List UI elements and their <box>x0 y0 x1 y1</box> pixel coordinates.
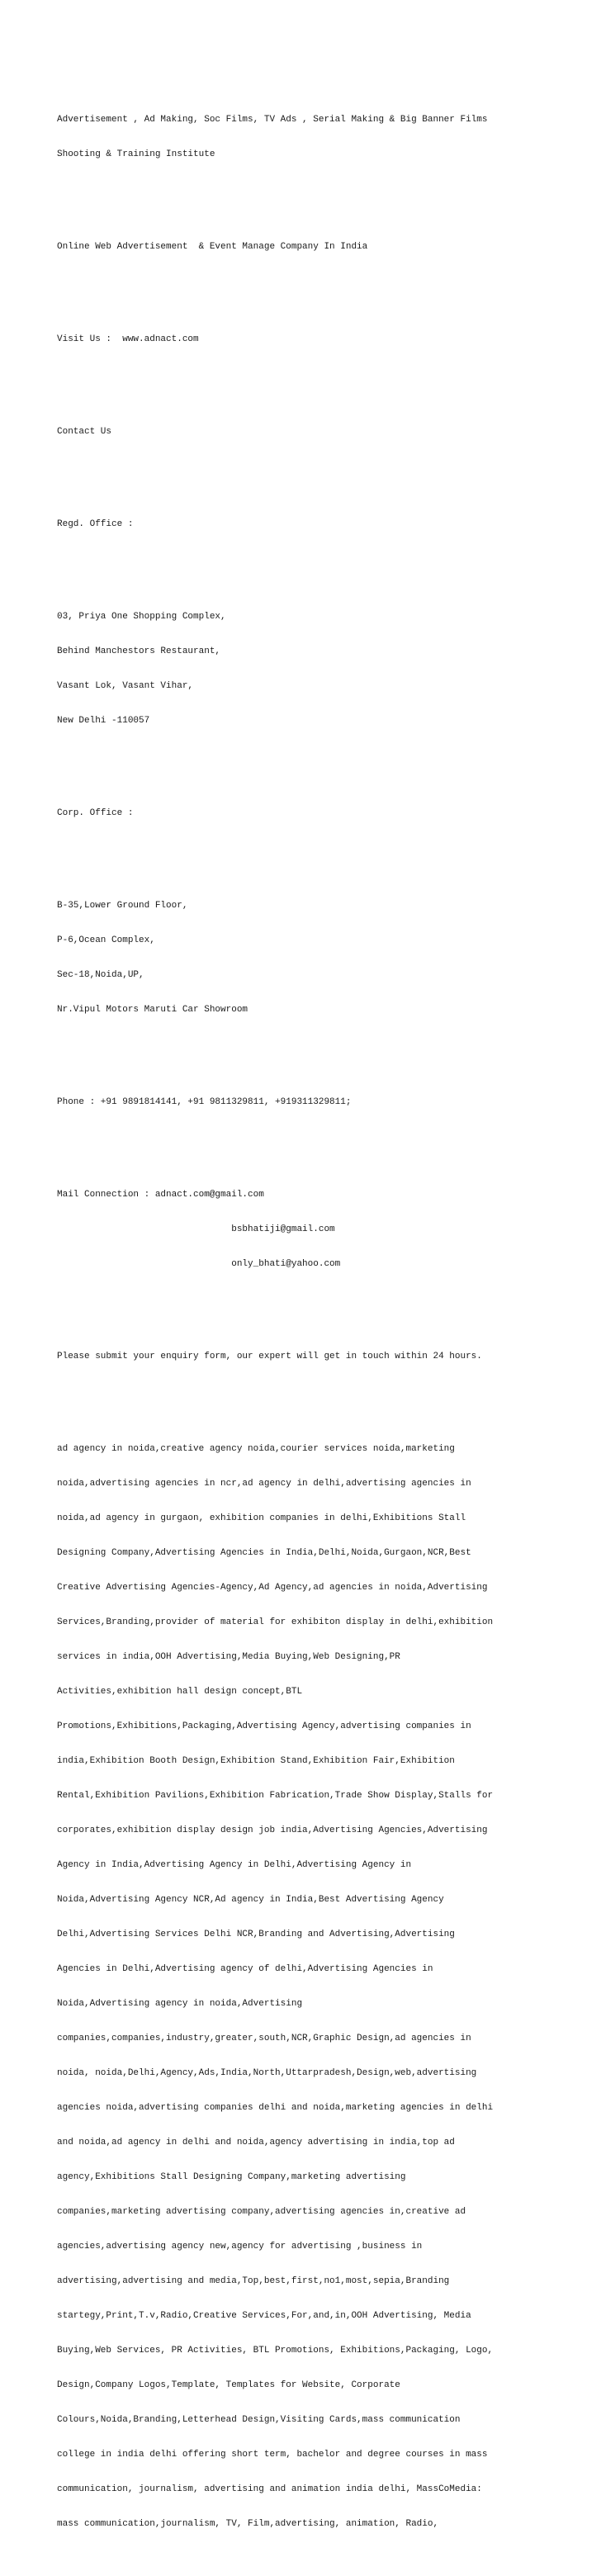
keyword-line: noida, noida,Delhi,Agency,Ads,India,North,Uttarpradesh,Design,web,advertising <box>57 2068 477 2078</box>
keyword-line: college in india delhi offering short term, bachelor and degree courses in mass <box>57 2450 488 2460</box>
keyword-line: Designing Company,Advertising Agencies in India,Delhi,Noida,Gurgaon,NCR,Best <box>57 1548 471 1558</box>
regd-address-line: New Delhi -110057 <box>57 716 150 726</box>
keyword-line: india,Exhibition Booth Design,Exhibition Stand,Exhibition Fair,Exhibition <box>57 1756 455 1766</box>
keyword-line: Creative Advertising Agencies-Agency,Ad Agency,ad agencies in noida,Advertising <box>57 1583 488 1593</box>
keyword-paragraph <box>57 1420 552 2553</box>
corp-address-line: B-35,Lower Ground Floor, <box>57 901 188 911</box>
document-page <box>57 68 552 2576</box>
title-line-1: Advertisement , Ad Making, Soc Films, TV Ads , Serial Making & Big Banner Films <box>57 115 488 125</box>
keyword-line: communication, journalism, advertising and animation india delhi, MassCoMedia: <box>57 2484 482 2494</box>
title-block <box>57 91 552 183</box>
regd-label-block <box>57 495 552 553</box>
corp-address-line: P-6,Ocean Complex, <box>57 935 155 945</box>
keyword-line: Noida,Advertising Agency NCR,Ad agency in India,Best Advertising Agency <box>57 1895 444 1905</box>
keyword-line: Promotions,Exhibitions,Packaging,Advertising Agency,advertising companies in <box>57 1721 471 1731</box>
subtitle: Online Web Advertisement & Event Manage Company In India <box>57 242 368 252</box>
mail-line-2: bsbhatiji@gmail.com <box>57 1224 335 1234</box>
keyword-line: agencies,advertising agency new,agency for advertising ,business in <box>57 2242 423 2252</box>
corp-address-line: Nr.Vipul Motors Maruti Car Showroom <box>57 1005 248 1015</box>
contact-us: Contact Us <box>57 427 112 437</box>
keyword-line: Buying,Web Services, PR Activities, BTL Promotions, Exhibitions,Packaging, Logo, <box>57 2346 494 2356</box>
corp-address <box>57 877 552 1039</box>
keyword-line: Services,Branding,provider of material for exhibiton display in delhi,exhibition <box>57 1617 494 1627</box>
keyword-line: services in india,OOH Advertising,Media Buying,Web Designing,PR <box>57 1652 400 1662</box>
keyword-line: agencies noida,advertising companies delhi and noida,marketing agencies in delhi <box>57 2103 494 2113</box>
corp-office-label: Corp. Office : <box>57 808 134 818</box>
phone-numbers: Phone : +91 9891814141, +91 9811329811, +919311329811; <box>57 1097 352 1107</box>
keyword-line: noida,ad agency in gurgaon, exhibition companies in delhi,Exhibitions Stall <box>57 1513 466 1523</box>
enquiry-block <box>57 1328 552 1385</box>
mail-block <box>57 1166 552 1293</box>
keyword-line: Delhi,Advertising Services Delhi NCR,Branding and Advertising,Advertising <box>57 1930 455 1939</box>
mail-line-1: Mail Connection : adnact.com@gmail.com <box>57 1190 264 1200</box>
corp-label-block <box>57 784 552 842</box>
title-line-2: Shooting & Training Institute <box>57 149 215 159</box>
enquiry-text: Please submit your enquiry form, our expert will get in touch within 24 hours. <box>57 1352 482 1361</box>
visit-block <box>57 310 552 368</box>
keyword-line: Rental,Exhibition Pavilions,Exhibition Fabrication,Trade Show Display,Stalls for <box>57 1791 494 1801</box>
regd-address-line: 03, Priya One Shopping Complex, <box>57 612 226 622</box>
keyword-line: Activities,exhibition hall design concept,BTL <box>57 1687 303 1697</box>
keyword-line: Agencies in Delhi,Advertising agency of delhi,Advertising Agencies in <box>57 1964 433 1974</box>
keyword-line: startegy,Print,T.v,Radio,Creative Services,For,and,in,OOH Advertising, Media <box>57 2311 471 2321</box>
corp-address-line: Sec-18,Noida,UP, <box>57 970 144 980</box>
regd-address-line: Behind Manchestors Restaurant, <box>57 646 221 656</box>
keyword-line: ad agency in noida,creative agency noida,courier services noida,marketing <box>57 1444 455 1454</box>
regd-address <box>57 588 552 750</box>
contact-block <box>57 403 552 461</box>
visit-us: Visit Us : www.adnact.com <box>57 334 199 344</box>
keyword-line: agency,Exhibitions Stall Designing Company,marketing advertising <box>57 2172 406 2182</box>
keyword-line: Noida,Advertising agency in noida,Advertising <box>57 1999 303 2009</box>
keyword-line: companies,marketing advertising company,advertising agencies in,creative ad <box>57 2207 466 2217</box>
keyword-line: Design,Company Logos,Template, Templates for Website, Corporate <box>57 2380 400 2390</box>
regd-office-label: Regd. Office : <box>57 519 134 529</box>
keyword-line: noida,advertising agencies in ncr,ad agency in delhi,advertising agencies in <box>57 1479 471 1489</box>
keyword-line: companies,companies,industry,greater,south,NCR,Graphic Design,ad agencies in <box>57 2034 471 2043</box>
keyword-line: mass communication,journalism, TV, Film,advertising, animation, Radio, <box>57 2519 439 2529</box>
keyword-line: Colours,Noida,Branding,Letterhead Design,Visiting Cards,mass communication <box>57 2415 461 2425</box>
keyword-line: and noida,ad agency in delhi and noida,agency advertising in india,top ad <box>57 2138 455 2147</box>
keyword-line: Agency in India,Advertising Agency in Delhi,Advertising Agency in <box>57 1860 412 1870</box>
mail-line-3: only_bhati@yahoo.com <box>57 1259 341 1269</box>
keyword-line: corporates,exhibition display design job india,Advertising Agencies,Advertising <box>57 1825 488 1835</box>
keyword-line: advertising,advertising and media,Top,best,first,no1,most,sepia,Branding <box>57 2276 450 2286</box>
regd-address-line: Vasant Lok, Vasant Vihar, <box>57 681 194 691</box>
phone-block <box>57 1073 552 1131</box>
subtitle-block <box>57 218 552 276</box>
